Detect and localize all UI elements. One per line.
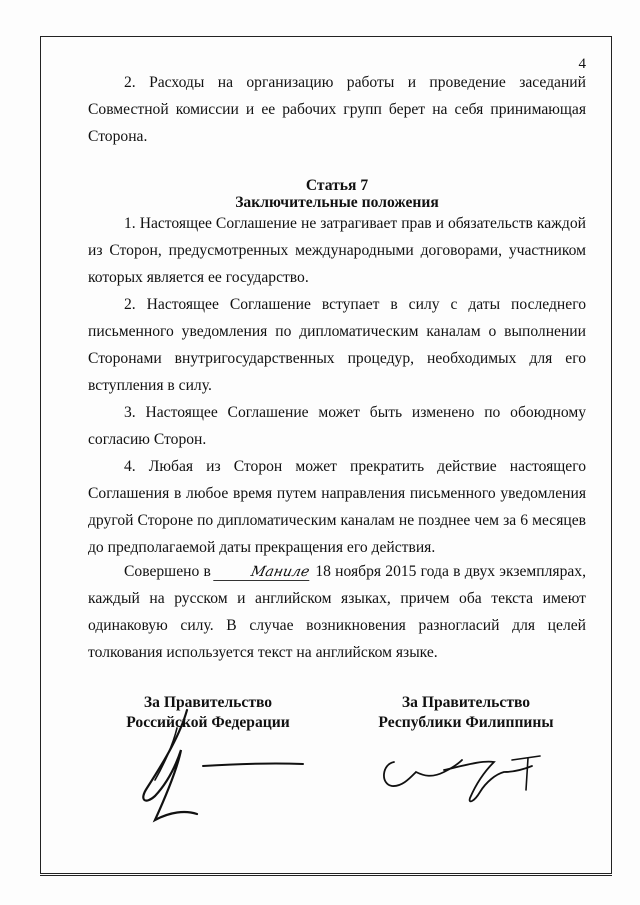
article6-paragraph-2: 2. Расходы на организацию работы и проведение заседаний Совместной комиссии и ее рабочих групп берет на себя принимающая Сторона.: [88, 74, 586, 145]
signatory-left-line1: За Правительство: [143, 694, 273, 711]
signatory-right-line1: За Правительство: [401, 694, 531, 711]
article7-paragraph-1: 1. Настоящее Соглашение не затрагивает прав и обязательств каждой из Сторон, предусмотренных международными договорами, участником которых является ее государство.: [88, 215, 586, 286]
done-at-block: [88, 558, 586, 666]
signature-left: [125, 700, 325, 830]
signature-right: [372, 732, 562, 812]
article7-body: [88, 210, 586, 561]
article7-paragraph-4: 4. Любая из Сторон может прекратить действие настоящего Соглашения в любое время путем направления письменного уведомления другой Стороне по дипломатическим каналам не позднее чем за 6 месяцев до предполагаемой даты прекращения его действия.: [88, 458, 586, 556]
page-number: 4: [578, 56, 586, 72]
done-at-text: 18 ноября 2015 года в двух экземплярах, каждый на русском и английском языках, причем оба текста имеют одинаковую силу. В случае возникновения разногласий для целей толкования используется текст на английском языке.: [88, 563, 586, 661]
article6-paragraph-2-block: [88, 69, 586, 150]
done-at-prefix: Совершено в: [124, 563, 211, 580]
article7-subtitle: Заключительные положения: [235, 194, 439, 211]
signatory-left-line2: Российской Федерации: [126, 714, 290, 731]
article7-paragraph-2: 2. Настоящее Соглашение вступает в силу с даты последнего письменного уведомления по дипломатическим каналам о выполнении Сторонами внутригосударственных процедур, необходимых для его вступления в силу.: [88, 296, 586, 394]
page-border-bottom: [40, 873, 612, 876]
handwritten-place: Манилe: [213, 564, 313, 581]
page-border-right: [611, 36, 612, 874]
article7-title: Статья 7: [305, 177, 369, 194]
page-border-left: [40, 36, 41, 874]
signatory-right-line2: Республики Филиппины: [378, 714, 554, 731]
done-at-paragraph: [88, 558, 586, 666]
article7-paragraph-3: 3. Настоящее Соглашение может быть изменено по обоюдному согласию Сторон.: [88, 404, 586, 448]
page-border-top: [40, 36, 612, 37]
